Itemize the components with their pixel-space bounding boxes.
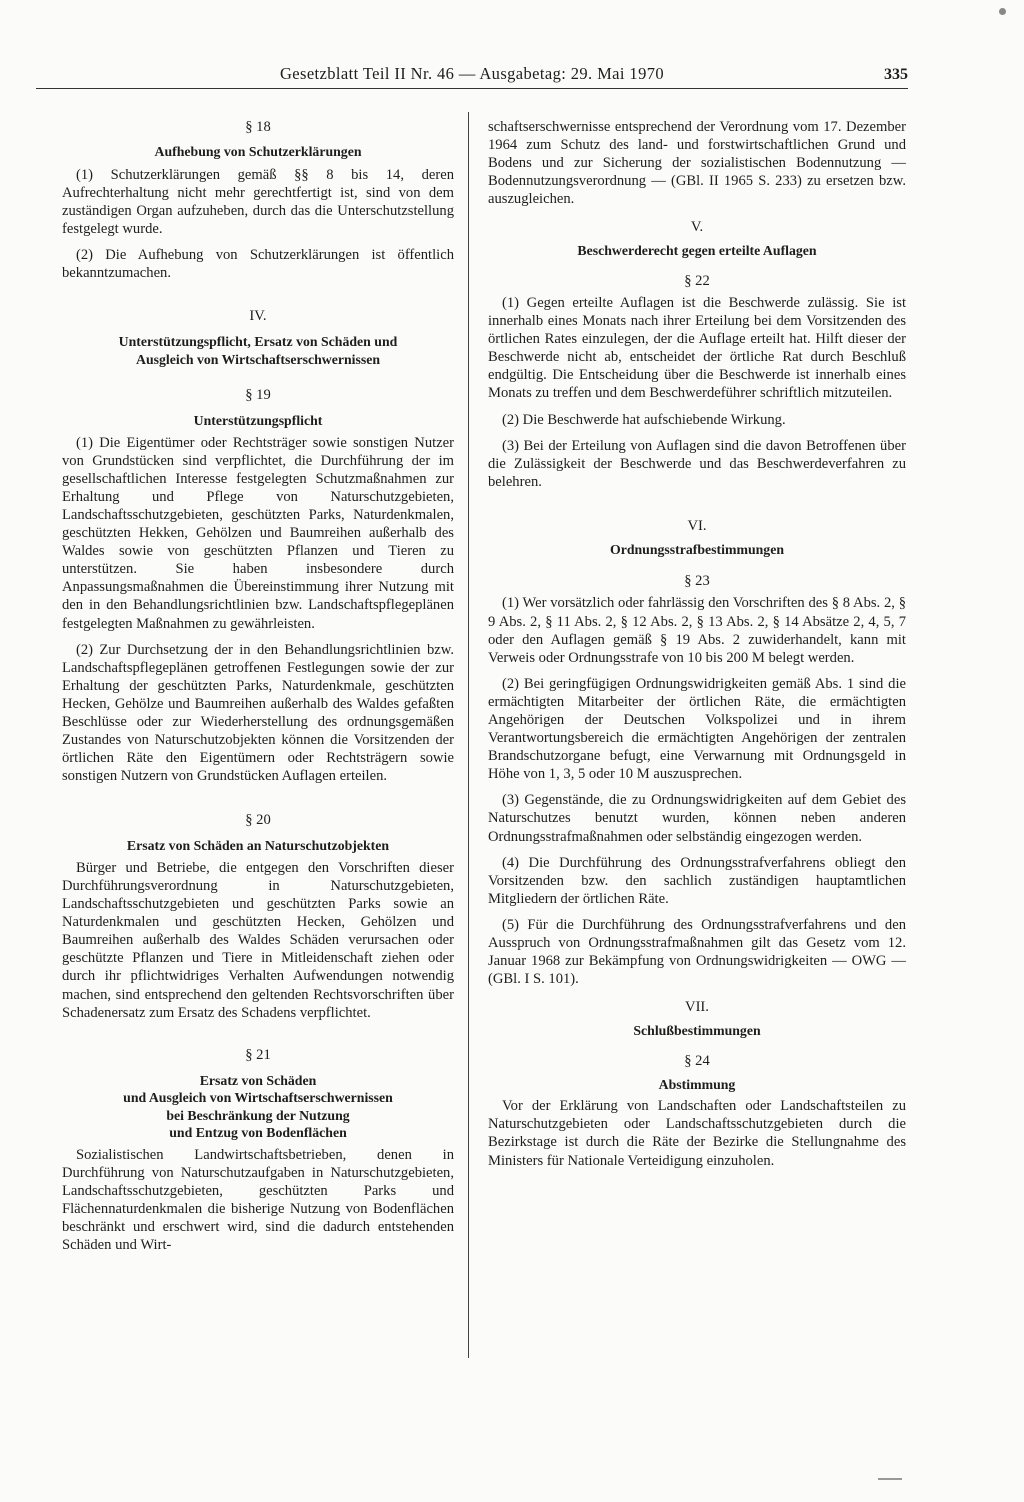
part-numeral: VI. [687, 517, 707, 534]
right-column [488, 114, 906, 1170]
paragraph: (2) Die Aufhebung von Schutzerklärungen ist öffentlich bekanntzumachen. [62, 246, 454, 281]
part-title: Schlußbestimmungen [633, 1023, 761, 1039]
paragraph: (5) Für die Durchführung des Ordnungsstrafverfahrens und den Ausspruch von Ordnungsstrafmaßnahmen gilt das Gesetz vom 12. Januar 1968 zur Bekämpfung von Ordnungswidrigkeiten — OWG — (GBl. I S. 101). [488, 916, 906, 988]
part-title: Unterstützungspflicht, Ersatz von Schäden und [118, 334, 398, 350]
part-numeral: IV. [249, 308, 267, 325]
paragraph: (1) Wer vorsätzlich oder fahrlässig den Vorschriften des § 8 Abs. 2, § 9 Abs. 2, § 11 Abs. 2, § 12 Abs. 2, § 13 Abs. 2, § 14 Absätze 2, 4, 5, 7 oder den Auflagen gemäß § 19 Abs. 2 zuwiderhandelt, kann mit Verweis oder Ordnungsstrafe von 10 bis 200 M belegt werden. [488, 595, 906, 666]
section-title: Unterstützungspflicht [193, 413, 323, 429]
section-title: Aufhebung von Schutzerklärungen [154, 144, 362, 159]
paragraph: (2) Die Beschwerde hat aufschiebende Wirkung. [502, 411, 786, 428]
section-number: § 18 [245, 119, 271, 135]
part-numeral: V. [690, 219, 704, 236]
section-title: und Entzug von Bodenflächen [169, 1125, 347, 1141]
paragraph: (3) Gegenstände, die zu Ordnungswidrigkeiten auf dem Gebiet des Naturschutzes benutzt wurden, können neben anderen Ordnungsstrafmaßnahmen oder selbständig eingezogen werden. [488, 792, 906, 845]
part-title: Ordnungsstrafbestimmungen [609, 541, 785, 557]
section-number: § 22 [684, 272, 710, 289]
section-title: und Ausgleich von Wirtschaftserschwernissen [123, 1090, 393, 1106]
section-number: § 19 [245, 387, 271, 404]
paragraph: (2) Bei geringfügigen Ordnungswidrigkeiten gemäß Abs. 1 sind die ermächtigten Mitarbeiter der örtlichen Räte, die ermächtigten Angehörigen der Deutschen Volkspolizei und in ihrem Verantwortungsbereich die ermächtigten Angehörigen der zentralen Brandschutzorgane befugt, eine Verwarnung mit Ordnungsgeld in Höhe von 1, 3, 5 oder 10 M auszusprechen. [488, 675, 906, 783]
paragraph: (2) Zur Durchsetzung der in den Behandlungsrichtlinien bzw. Landschaftspflegeplänen getroffenen Festlegungen sowie der zur Erhaltung der geschützten Parks, Naturdenkmale, geschützten Hecken, Gehölze und Baumreihen außerhalb des Waldes gefaßten Beschlüsse oder zur Wiederherstellung des ordnungsgemäßen Zustandes von Naturschutzobjekten können die Vorsitzenden der örtlichen Räte den Eigentümern oder Rechtsträgern sowie sonstigen Nutzern von Grundstücken Auflagen erteilen. [62, 641, 454, 785]
scan-speck [999, 8, 1006, 15]
section-title: Ersatz von Schäden [199, 1072, 317, 1088]
part-title: Beschwerderecht gegen erteilte Auflagen [577, 243, 817, 259]
section-number: § 23 [684, 573, 710, 590]
page-number: 335 [884, 66, 908, 83]
paragraph-continued: schaftserschwernisse entsprechend der Verordnung vom 17. Dezember 1964 zum Schutz des land- und forstwirtschaftlichen Grund und Bodens und zur Sicherung der sozialistischen Bodennutzung — Bodennutzungsverordnung — (GBl. II 1965 S. 233) zu ersetzen bzw. auszugleichen. [488, 119, 906, 208]
left-column [62, 114, 454, 1254]
section-number: § 24 [684, 1052, 710, 1069]
paragraph: (3) Bei der Erteilung von Auflagen sind die davon Betroffenen über die Zulässigkeit der Beschwerde und das Beschwerdeverfahren zu belehren. [488, 437, 906, 490]
section-number: § 21 [245, 1046, 271, 1063]
section-title: Ersatz von Schäden an Naturschutzobjekten [126, 838, 390, 854]
section-title: bei Beschränkung der Nutzung [166, 1107, 350, 1123]
column-divider [468, 112, 469, 1358]
part-title: Ausgleich von Wirtschaftserschwernissen [136, 351, 380, 367]
part-numeral: VII. [685, 999, 709, 1016]
header-title: Gesetzblatt Teil II Nr. 46 — Ausgabetag: 29. Mai 1970 [279, 64, 665, 83]
section-number: § 20 [245, 812, 271, 829]
paragraph: (1) Die Eigentümer oder Rechtsträger sowie sonstigen Nutzer von Grundstücken sind verpflichtet, die Durchführung der im gesellschaftlichen Interesse festgelegten Schutzmaßnahmen zur Erhaltung und Pflege von Naturschutzgebieten, Landschaftsschutzgebieten, geschützten Parks, Naturdenkmalen, geschützten Hekken, Gehölzen und Baumreihen außerhalb des Waldes sowie von geschützten Pflanzen und Tieren zu unterstützen. Sie haben insbesondere durch Anpassungsmaßnahmen die Übereinstimmung ihrer Nutzung mit den in den Behandlungsrichtlinien bzw. Landschaftspflegeplänen festgelegten Maßnahmen zu gewährleisten. [62, 434, 454, 632]
paragraph: Vor der Erklärung von Landschaften oder Landschaftsteilen zu Naturschutzgebieten oder Landschaftsschutzgebieten durch die Bezirkstage ist durch die Räte der Bezirke die Stellungnahme des Ministers für Nationale Verteidigung einzuholen. [488, 1098, 906, 1169]
paragraph: Bürger und Betriebe, die entgegen den Vorschriften dieser Durchführungsverordnung in Naturschutzgebieten, Landschaftsschutzgebieten und geschützten Parks sowie an Naturdenkmalen und geschützten Hecken, Gehölzen und Baumreihen außerhalb des Waldes Schäden verursachen oder geschützte Pflanzen und Tiere in Mitleidenschaft ziehen oder durch ihr pflichtwidriges Verhalten Aufwendungen notwendig machen, sind entsprechend den geltenden Rechtsvorschriften über Schadenersatz zum Ersatz des Schadens verpflichtet. [62, 859, 454, 1021]
paragraph: (1) Gegen erteilte Auflagen ist die Beschwerde zulässig. Sie ist innerhalb eines Monats nach ihrer Erteilung bei dem Vorsitzenden des örtlichen Rates einzulegen, der die Auflage erteilt hat. Hilft dieser der Beschwerde nicht ab, entscheidet der örtliche Rat durch Beschluß endgültig. Die Entscheidung über die Beschwerde ist innerhalb eines Monats zu treffen und dem Beschwerdeführer schriftlich mitzuteilen. [488, 294, 906, 402]
paragraph: (1) Schutzerklärungen gemäß §§ 8 bis 14, deren Aufrechterhaltung nicht mehr gerechtfertigt ist, sind von dem zuständigen Organ aufzuheben, durch das die Unterschutzstellung festgelegt wurde. [62, 166, 454, 237]
footer-mark [878, 1478, 902, 1480]
paragraph: Sozialistischen Landwirtschaftsbetrieben, denen in Durchführung von Naturschutzaufgaben in Naturschutzgebieten, Landschaftsschutzgebieten, geschützten Parks und Flächennaturdenkmalen die bisherige Nutzung von Bodenflächen beschränkt und erschwert wird, sind die dadurch entstehenden Schäden und Wirt- [62, 1146, 454, 1254]
section-title: Abstimmung [658, 1076, 736, 1092]
page-header [36, 62, 908, 89]
paragraph: (4) Die Durchführung des Ordnungsstrafverfahrens obliegt den Vorsitzenden bzw. den sachlich zuständigen hauptamtlichen Mitgliedern der örtlichen Räte. [488, 854, 906, 907]
